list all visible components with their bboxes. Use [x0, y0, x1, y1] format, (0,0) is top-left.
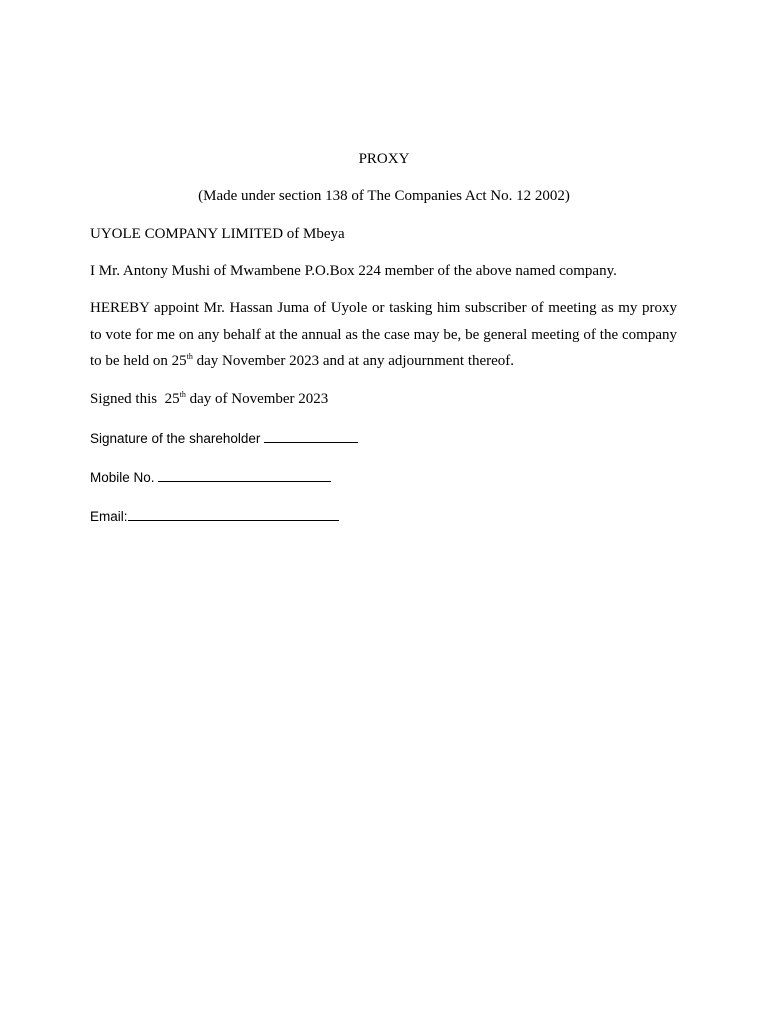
- signed-prefix: Signed this 25: [90, 391, 180, 407]
- company-line: UYOLE COMPANY LIMITED of Mbeya: [90, 226, 345, 242]
- email-blank-line[interactable]: [128, 508, 339, 521]
- appointment-date-suffix: day November 2023 and at any adjournment thereof.: [192, 353, 515, 369]
- appointment-line-1: HEREBY appoint Mr. Hassan Juma of Uyole or tasking him subscriber of meeting as my proxy: [90, 300, 677, 316]
- signature-blank-line[interactable]: [264, 430, 358, 443]
- email-label: Email:: [90, 509, 128, 524]
- appointment-line-2: to vote for me on any behalf at the annual as the case may be, be general meeting of the company: [90, 326, 677, 343]
- signature-label: Signature of the shareholder: [90, 431, 265, 446]
- email-field: [90, 508, 339, 524]
- signed-suffix: day of November 2023: [185, 391, 329, 407]
- signed-ordinal: th: [179, 390, 186, 399]
- member-line: I Mr. Antony Mushi of Mwambene P.O.Box 224 member of the above named company.: [90, 263, 617, 279]
- appointment-date-prefix: to be held on 25: [90, 353, 187, 369]
- signature-field: [90, 430, 358, 446]
- mobile-blank-line[interactable]: [158, 469, 331, 482]
- appointment-paragraph: [90, 295, 677, 375]
- mobile-label: Mobile No.: [90, 470, 159, 485]
- document-title: PROXY: [358, 151, 410, 167]
- mobile-field: [90, 469, 331, 485]
- appointment-line-3: [90, 348, 677, 375]
- appointment-date-ordinal: th: [186, 352, 193, 361]
- document-subtitle: (Made under section 138 of The Companies Act No. 12 2002): [198, 188, 570, 204]
- signed-line: [90, 391, 328, 408]
